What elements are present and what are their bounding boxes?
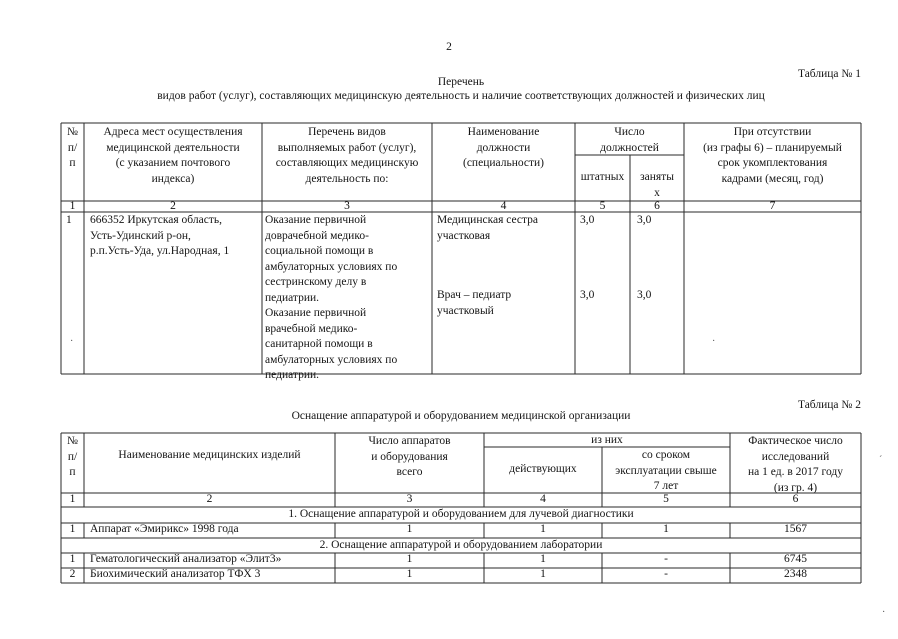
t2-s2-row2-actual: 2348 xyxy=(784,568,807,580)
t1-header-plan: При отсутствии (из графы 6) – планируемый срок укомплектования кадрами (месяц, год) xyxy=(703,126,842,185)
t1-row-works: Оказание первичной доврачебной медико- социальной помощи в амбулаторных условиях по сестринскому делу в педиатрии. Оказание первичной врачебной медико- санитарной помощи в амбулаторных условиях по педиатрии. xyxy=(265,214,398,381)
t1-header-position: Наименование должности (специальности) xyxy=(463,126,544,169)
t1-row-occupied-2: 3,0 xyxy=(637,289,652,301)
table1-label: Таблица № 1 xyxy=(797,68,861,80)
t2-header-old: со сроком эксплуатации свыше 7 лет xyxy=(615,449,717,492)
t2-s2-row1-actual: 6745 xyxy=(784,553,807,565)
t1-colnum-3: 3 xyxy=(344,200,350,212)
t1-header-occupied: заняты х xyxy=(640,171,674,199)
t1-colnum-7: 7 xyxy=(769,200,776,212)
table1-title: Перечень xyxy=(437,76,485,88)
t2-colnum-2: 2 xyxy=(206,493,213,505)
t2-colnum-4: 4 xyxy=(540,493,546,505)
t2-header-actual: Фактическое число исследований на 1 ед. в 2017 году (из гр. 4) xyxy=(748,435,843,494)
t1-row-num: 1 xyxy=(66,214,72,226)
t2-s2-row1-num: 1 xyxy=(69,553,76,565)
t1-header-address: Адреса мест осуществления медицинской деятельности (с указанием почтового индекса) xyxy=(103,126,243,185)
t2-s2-row2-num: 2 xyxy=(69,568,76,580)
t1-colnum-4: 4 xyxy=(500,200,507,212)
t1-header-count: Число должностей xyxy=(600,126,659,154)
t2-header-of-them: из них xyxy=(591,434,623,446)
t2-s2-row1-old: - xyxy=(664,553,668,565)
t2-s1-row-name: Аппарат «Эмирикс» 1998 года xyxy=(90,523,239,535)
t1-colnum-6: 6 xyxy=(654,200,660,212)
t2-colnum-6: 6 xyxy=(792,493,799,505)
t2-s2-row2-name: Биохимический анализатор ТФХ 3 xyxy=(90,568,261,580)
scan-speck: · xyxy=(70,336,74,347)
t2-s1-row-num: 1 xyxy=(69,523,76,535)
t2-s1-row-old: 1 xyxy=(663,523,669,535)
t2-s1-row-active: 1 xyxy=(540,523,546,535)
t1-row-position-2: Врач – педиатр участковый xyxy=(437,289,512,317)
table2-title: Оснащение аппаратурой и оборудованием медицинской организации xyxy=(291,410,631,422)
t2-header-num: № п/ п xyxy=(67,435,78,478)
t1-row-occupied-1: 3,0 xyxy=(637,214,652,226)
t2-s1-row-total: 1 xyxy=(406,523,413,535)
t1-header-num: № п/ п xyxy=(67,126,78,169)
t2-section-1: 1. Оснащение аппаратурой и оборудованием для лучевой диагностики xyxy=(288,508,634,520)
t1-row-position-1: Медицинская сестра участковая xyxy=(437,214,539,242)
t2-s2-row1-name: Гематологический анализатор «Элит3» xyxy=(90,553,282,565)
t1-header-works: Перечень видов выполняемых работ (услуг), составляющих медицинскую деятельность по: xyxy=(275,126,419,185)
t1-row-staff-2: 3,0 xyxy=(580,289,595,301)
t1-colnum-5: 5 xyxy=(599,200,606,212)
t2-colnum-3: 3 xyxy=(406,493,413,505)
t1-colnum-1: 1 xyxy=(69,200,76,212)
scan-speck: ˊ xyxy=(879,455,883,466)
t1-colnum-2: 2 xyxy=(170,200,176,212)
t2-header-active: действующих xyxy=(509,463,577,475)
t1-row-address: 666352 Иркутская область, Усть-Удинский р-он, р.п.Усть-Уда, ул.Народная, 1 xyxy=(90,214,230,257)
t2-header-total: Число аппаратов и оборудования всего xyxy=(368,435,451,478)
t1-row-staff-1: 3,0 xyxy=(580,214,595,226)
t2-s2-row1-total: 1 xyxy=(406,553,413,565)
scan-speck: · xyxy=(712,336,716,347)
t2-colnum-1: 1 xyxy=(69,493,76,505)
t1-header-staff: штатных xyxy=(580,171,625,183)
page-number: 2 xyxy=(446,41,452,53)
t2-s1-row-actual: 1567 xyxy=(784,523,807,535)
t2-s2-row2-active: 1 xyxy=(540,568,546,580)
t2-section-2: 2. Оснащение аппаратурой и оборудованием лаборатории xyxy=(319,539,603,551)
scan-speck: · xyxy=(882,607,886,618)
table2-label: Таблица № 2 xyxy=(797,399,861,411)
t2-s2-row1-active: 1 xyxy=(540,553,546,565)
t2-colnum-5: 5 xyxy=(663,493,669,505)
t2-s2-row2-old: - xyxy=(664,568,668,580)
t2-s2-row2-total: 1 xyxy=(406,568,413,580)
t2-header-name: Наименование медицинских изделий xyxy=(118,449,301,461)
table1-subtitle: видов работ (услуг), составляющих медицинскую деятельность и наличие соответствующих должностей и физических лиц xyxy=(157,90,765,102)
